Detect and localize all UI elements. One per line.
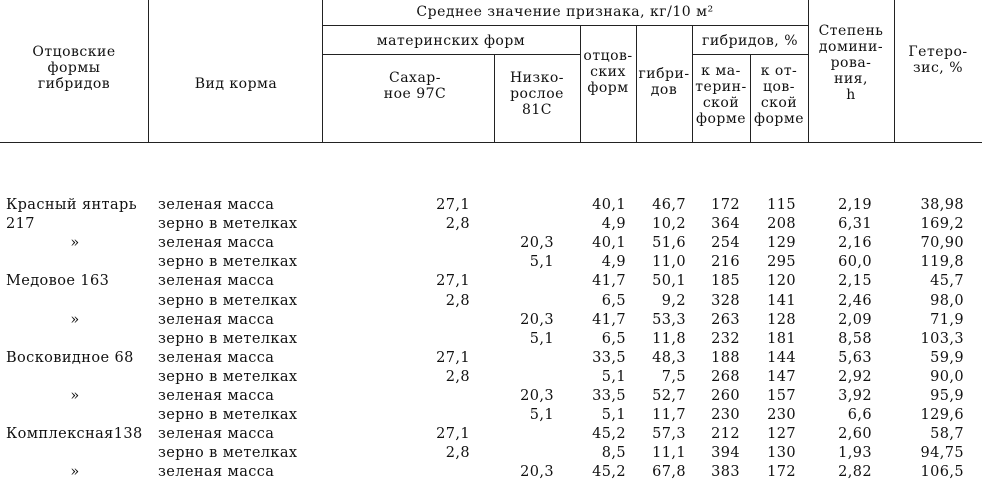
cell-to-pat: 115: [767, 197, 796, 213]
cell-dominance: 2,60: [838, 426, 872, 443]
col-rule-5: [636, 25, 637, 143]
cell-to-mat: 232: [711, 330, 740, 347]
cell-heterosis: 95,9: [930, 388, 964, 404]
cell-nizk: 20,3: [520, 235, 554, 252]
cell-sakh: 27,1: [436, 426, 470, 443]
cell-to-pat: 129: [767, 235, 796, 252]
cell-feed: зерно в метелках: [158, 330, 298, 347]
cell-dominance: 5,63: [838, 349, 872, 366]
cell-dominance: 60,0: [838, 254, 872, 271]
cell-paternal: 5,1: [601, 407, 626, 424]
cell-sakh: 27,1: [436, 197, 470, 213]
cell-sakh: 27,1: [436, 349, 470, 366]
cell-heterosis: 45,7: [930, 273, 964, 290]
header-sakh: Сахар- ное 97С: [383, 70, 447, 102]
cell-dominance: 6,6: [847, 407, 872, 424]
cell-to-mat: 394: [711, 445, 740, 462]
cell-to-pat: 130: [767, 445, 796, 462]
cell-dominance: 3,92: [838, 388, 872, 404]
cell-paternal: 6,5: [601, 292, 626, 309]
cell-hybrid: 11,0: [652, 254, 686, 271]
cell-to-mat: 364: [711, 216, 740, 233]
header-fathers: Отцовские формы гибридов: [32, 44, 116, 92]
cell-hybrid: 46,7: [652, 197, 686, 213]
cell-paternal: 45,2: [592, 426, 626, 443]
cell-feed: зеленая масса: [158, 273, 275, 290]
header-maternal: материнских форм: [376, 33, 526, 49]
cell-paternal: 41,7: [592, 273, 626, 290]
cell-heterosis: 58,7: [930, 426, 964, 443]
cell-hybrid: 52,7: [652, 388, 686, 404]
cell-father: Восковидное 68: [6, 349, 134, 366]
header-nizk: Низко- рослое 81С: [509, 70, 565, 118]
cell-feed: зеленая масса: [158, 464, 275, 481]
header-mean: Среднее значение признака, кг/10 м²: [416, 4, 714, 20]
cell-dominance: 2,46: [838, 292, 872, 309]
cell-dominance: 2,16: [838, 235, 872, 252]
cell-feed: зеленая масса: [158, 235, 275, 252]
cell-dominance: 2,15: [838, 273, 872, 290]
col-rule-8: [808, 0, 809, 143]
cell-dominance: 8,58: [838, 330, 872, 347]
cell-dominance: 1,93: [838, 445, 872, 462]
cell-to-mat: 254: [711, 235, 740, 252]
cell-dominance: 2,92: [838, 368, 872, 385]
cell-to-mat: 260: [711, 388, 740, 404]
cell-feed: зеленая масса: [158, 388, 275, 404]
col-rule-6: [692, 25, 693, 143]
cell-paternal: 33,5: [592, 349, 626, 366]
cell-paternal: 8,5: [601, 445, 626, 462]
col-rule-1: [148, 0, 149, 143]
cell-feed: зерно в метелках: [158, 407, 298, 424]
cell-father: Медовое 163: [6, 273, 110, 290]
cell-nizk: 5,1: [529, 407, 554, 424]
cell-paternal: 45,2: [592, 464, 626, 481]
cell-father: Красный янтарь: [6, 197, 138, 213]
cell-father: »: [70, 464, 80, 481]
cell-heterosis: 119,8: [920, 254, 964, 271]
cell-hybrid: 53,3: [652, 311, 686, 328]
header-hyb-pct: гибридов, %: [701, 33, 799, 49]
cell-nizk: 20,3: [520, 388, 554, 404]
cell-to-mat: 328: [711, 292, 740, 309]
cell-heterosis: 38,98: [920, 197, 964, 213]
cell-hybrid: 51,6: [652, 235, 686, 252]
cell-paternal: 4,9: [601, 216, 626, 233]
cell-hybrid: 57,3: [652, 426, 686, 443]
cell-dominance: 2,82: [838, 464, 872, 481]
cell-feed: зеленая масса: [158, 349, 275, 366]
cell-to-pat: 147: [767, 368, 796, 385]
cell-paternal: 4,9: [601, 254, 626, 271]
cell-heterosis: 70,90: [920, 235, 964, 252]
cell-paternal: 41,7: [592, 311, 626, 328]
cell-hybrid: 11,7: [652, 407, 686, 424]
cell-heterosis: 103,3: [920, 330, 964, 347]
cell-paternal: 33,5: [592, 388, 626, 404]
cell-to-mat: 216: [711, 254, 740, 271]
cell-nizk: 5,1: [529, 254, 554, 271]
cell-dominance: 6,31: [838, 216, 872, 233]
cell-sakh: 2,8: [445, 368, 470, 385]
cell-feed: зерно в метелках: [158, 445, 298, 462]
cell-hybrid: 10,2: [652, 216, 686, 233]
cell-to-mat: 383: [711, 464, 740, 481]
cell-to-pat: 120: [767, 273, 796, 290]
header-dominance: Степень домини- рова- ния, h: [818, 23, 884, 103]
cell-paternal: 40,1: [592, 197, 626, 213]
cell-to-mat: 268: [711, 368, 740, 385]
header-hybrids: гибри- дов: [638, 66, 690, 98]
cell-father: »: [70, 311, 80, 328]
mean-underline: [322, 25, 808, 26]
header-heterosis: Гетеро- зис, %: [908, 44, 968, 76]
cell-to-mat: 263: [711, 311, 740, 328]
cell-feed: зеленая масса: [158, 197, 275, 213]
cell-hybrid: 11,8: [652, 330, 686, 347]
col-rule-7: [750, 54, 751, 143]
cell-hybrid: 67,8: [652, 464, 686, 481]
cell-to-pat: 127: [767, 426, 796, 443]
cell-feed: зерно в метелках: [158, 292, 298, 309]
cell-to-pat: 208: [767, 216, 796, 233]
cell-dominance: 2,09: [838, 311, 872, 328]
cell-to-pat: 157: [767, 388, 796, 404]
cell-heterosis: 169,2: [920, 216, 964, 233]
header-paternal: отцов- ских форм: [583, 48, 633, 96]
cell-to-mat: 185: [711, 273, 740, 290]
header-feed: Вид корма: [194, 76, 278, 92]
cell-paternal: 5,1: [601, 368, 626, 385]
cell-sakh: 2,8: [445, 445, 470, 462]
cell-feed: зерно в метелках: [158, 254, 298, 271]
cell-hybrid: 48,3: [652, 349, 686, 366]
maternal-underline: [322, 54, 580, 55]
col-rule-3: [494, 54, 495, 143]
cell-feed: зерно в метелках: [158, 216, 298, 233]
cell-hybrid: 7,5: [661, 368, 686, 385]
cell-feed: зеленая масса: [158, 426, 275, 443]
cell-feed: зерно в метелках: [158, 368, 298, 385]
cell-to-pat: 144: [767, 349, 796, 366]
cell-to-mat: 212: [711, 426, 740, 443]
cell-heterosis: 106,5: [920, 464, 964, 481]
cell-to-pat: 172: [767, 464, 796, 481]
cell-dominance: 2,19: [838, 197, 872, 213]
cell-hybrid: 50,1: [652, 273, 686, 290]
cell-paternal: 6,5: [601, 330, 626, 347]
cell-sakh: 2,8: [445, 216, 470, 233]
cell-heterosis: 94,75: [920, 445, 964, 462]
cell-father: Комплексная138: [6, 426, 143, 443]
header-to-mat: к ма- терин- ской форме: [695, 63, 747, 127]
cell-hybrid: 11,1: [652, 445, 686, 462]
cell-hybrid: 9,2: [661, 292, 686, 309]
cell-nizk: 5,1: [529, 330, 554, 347]
cell-father: »: [70, 235, 80, 252]
cell-to-pat: 128: [767, 311, 796, 328]
cell-feed: зеленая масса: [158, 311, 275, 328]
cell-to-pat: 181: [767, 330, 796, 347]
cell-heterosis: 71,9: [930, 311, 964, 328]
cell-nizk: 20,3: [520, 311, 554, 328]
col-rule-4: [580, 25, 581, 143]
cell-sakh: 27,1: [436, 273, 470, 290]
cell-father: »: [70, 388, 80, 404]
cell-to-mat: 172: [711, 197, 740, 213]
cell-sakh: 2,8: [445, 292, 470, 309]
cell-to-pat: 230: [767, 407, 796, 424]
cell-father: 217: [6, 216, 35, 233]
cell-paternal: 40,1: [592, 235, 626, 252]
cell-heterosis: 98,0: [930, 292, 964, 309]
header-to-pat: к от- цов- ской форме: [753, 63, 805, 127]
cell-heterosis: 59,9: [930, 349, 964, 366]
cell-nizk: 20,3: [520, 464, 554, 481]
cell-heterosis: 90,0: [930, 368, 964, 385]
cell-to-pat: 141: [767, 292, 796, 309]
cell-heterosis: 129,6: [920, 407, 964, 424]
col-rule-9: [894, 0, 895, 143]
cell-to-mat: 230: [711, 407, 740, 424]
cell-to-mat: 188: [711, 349, 740, 366]
cell-to-pat: 295: [767, 254, 796, 271]
col-rule-2: [322, 0, 323, 143]
